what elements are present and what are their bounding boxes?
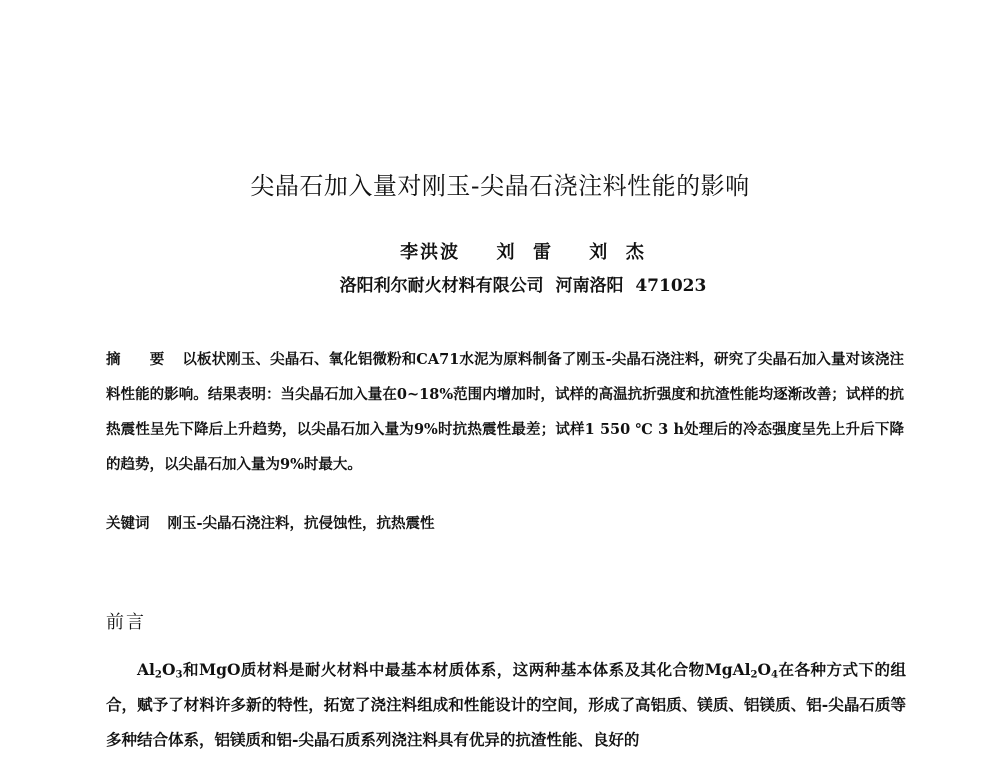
abstract <box>106 342 904 482</box>
author-name: 李洪波 <box>400 242 461 263</box>
subscript: 3 <box>175 669 183 681</box>
keywords <box>106 512 904 533</box>
affiliation: 洛阳利尔耐火材料有限公司 河南洛阳 471023 <box>339 276 707 296</box>
abstract-text: 以板状刚玉、尖晶石、氧化铝微粉和CA71水泥为原料制备了刚玉-尖晶石浇注料，研究了尖晶石加入量对该浇注料性能的影响。结果表明：当尖晶石加入量在0~18%范围内增加时，试样的高温抗折强度和抗渣性能均逐渐改善；试样的抗热震性呈先下降后上升趋势，以尖晶石加入量为9%时抗热震性最差；试样1 550 ℃ 3 h处理后的冷态强度呈先上升后下降的趋势，以尖晶石加入量为9%时最大。 <box>106 351 904 473</box>
author-list <box>0 238 1000 264</box>
body-text-fragment: Al <box>137 660 155 679</box>
keywords-text: 刚玉-尖晶石浇注料，抗侵蚀性，抗热震性 <box>167 515 435 532</box>
body-text-fragment: 和MgO质材料是耐火材料中最基本材质体系，这两种基本体系及其化合物MgAl <box>182 660 751 679</box>
section-heading: 前言 <box>106 612 146 633</box>
author-name: 刘 雷 <box>496 242 553 263</box>
body-paragraph <box>106 652 906 757</box>
subscript: 2 <box>154 669 162 681</box>
body-text-fragment: O <box>757 660 772 679</box>
paper-title: 尖晶石加入量对刚玉-尖晶石浇注料性能的影响 <box>250 172 750 200</box>
keywords-label: 关键词 <box>106 515 150 532</box>
body-text-fragment: 在各种方式下的组合，赋予了材料许多新的特性，拓宽了浇注料组成和性能设计的空间，形成了高铝质、镁质、铝镁质、铝-尖晶石质等多种结合体系，铝镁质和铝-尖晶石质系列浇注料具有优异的抗渣性能、良好的 <box>106 660 906 749</box>
subscript: 2 <box>750 669 758 681</box>
abstract-label: 摘 要 <box>106 351 177 368</box>
subscript: 4 <box>771 669 779 681</box>
body-text-fragment: O <box>161 660 176 679</box>
author-name: 刘 杰 <box>589 242 646 263</box>
